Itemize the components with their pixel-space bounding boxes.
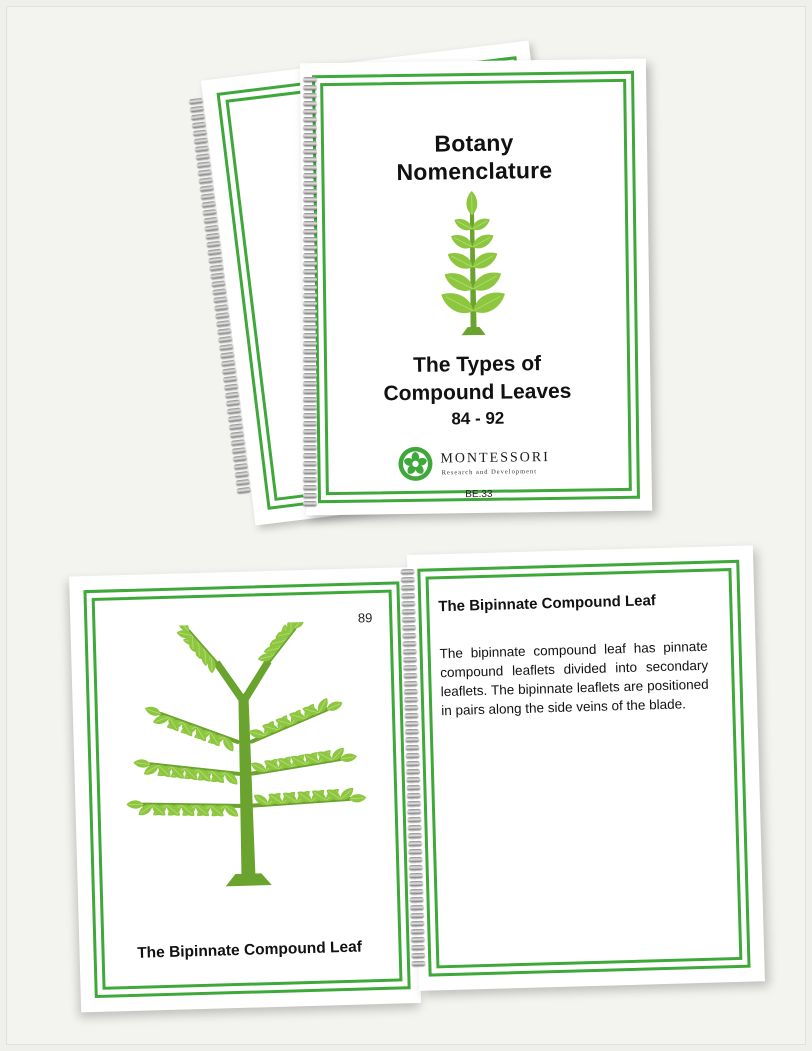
leaf-caption: The Bipinnate Compound Leaf (136, 938, 363, 962)
page-heading: The Bipinnate Compound Leaf (438, 592, 657, 616)
booklet-cover (300, 59, 652, 516)
cover-title-line2: Nomenclature (396, 156, 553, 186)
cover-subtitle-line2: Compound Leaves (383, 379, 572, 406)
cover-range: 84 - 92 (451, 408, 505, 429)
left-page (69, 567, 421, 1012)
montessori-star-logo (397, 446, 433, 482)
booklet-cover-stack (207, 37, 667, 537)
cover-spiral-binding (303, 77, 319, 509)
page-number: 89 (357, 610, 373, 626)
brand-name: MONTESSORI (440, 449, 550, 467)
pinnate-leaf-icon (422, 188, 524, 349)
product-code: BE.33 (465, 488, 493, 501)
cover-subtitle-line1: The Types of (412, 352, 542, 377)
brand-tagline: Research and Development (441, 468, 538, 477)
inner-border (426, 568, 743, 968)
cover-title (301, 127, 648, 188)
right-page (407, 545, 765, 990)
bipinnate-leaf-icon (118, 620, 371, 897)
cover-title-line1: Botany (434, 129, 514, 157)
page-description: The bipinnate compound leaf has pinnate compound leaflets divided into secondary leaflets. The bipinnate leaflets are positioned in pairs along the side veins of the blade. (439, 638, 709, 719)
brand-block (397, 444, 578, 487)
photo-frame (6, 6, 806, 1045)
cover-subtitle (304, 349, 651, 410)
